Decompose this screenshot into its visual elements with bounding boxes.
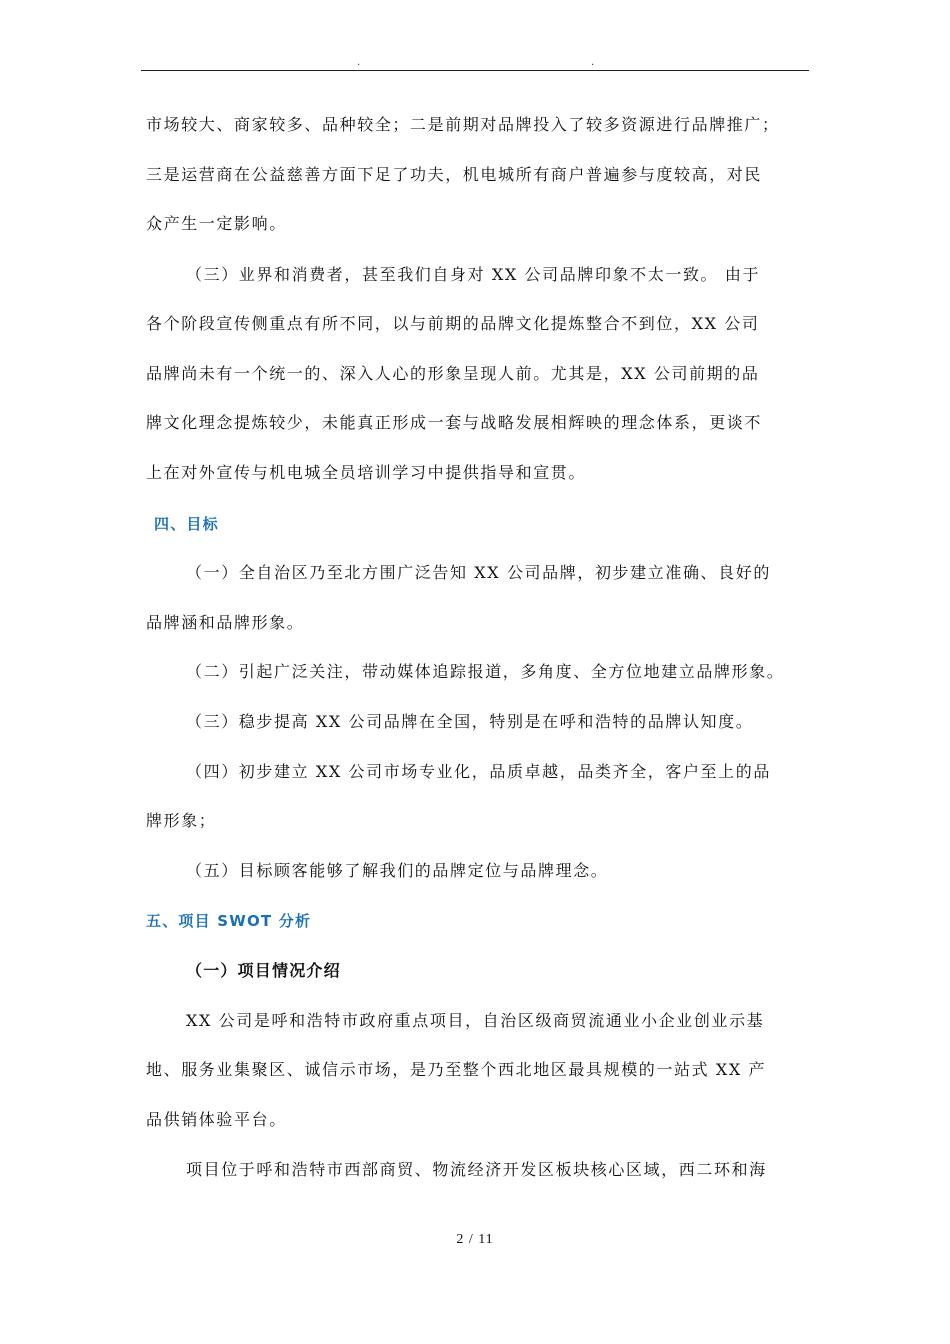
header-dot-right: . — [591, 57, 595, 68]
paragraph-line: 项目位于呼和浩特市西部商贸、物流经济开发区板块核心区域，西二环和海 — [186, 1160, 767, 1179]
paragraph-line: 众产生一定影响。 — [146, 214, 287, 233]
paragraph-line: 各个阶段宣传侧重点有所不同，以与前期的品牌文化提炼整合不到位，XX 公司 — [146, 314, 760, 333]
paragraph-line: （一）全自治区乃至北方围广泛告知 XX 公司品牌，初步建立准确、良好的 — [186, 563, 771, 582]
paragraph-line: 牌形象； — [146, 811, 217, 830]
paragraph-line: （三）稳步提高 XX 公司品牌在全国，特别是在呼和浩特的品牌认知度。 — [186, 712, 754, 731]
section-heading: 四、目标 — [154, 515, 219, 533]
header-dot-left: . — [357, 57, 361, 68]
paragraph-line: 地、服务业集聚区、诚信示市场，是乃至整个西北地区最具规模的一站式 XX 产 — [146, 1060, 767, 1079]
paragraph-line: XX 公司是呼和浩特市政府重点项目，自治区级商贸流通业小企业创业示基 — [186, 1011, 765, 1030]
paragraph-line: （二）引起广泛关注，带动媒体追踪报道，多角度、全方位地建立品牌形象。 — [186, 662, 785, 681]
paragraph-line: （四）初步建立 XX 公司市场专业化，品质卓越，品类齐全，客户至上的品 — [186, 762, 771, 781]
paragraph-line: 上在对外宣传与机电城全员培训学习中提供指导和宣贯。 — [146, 463, 587, 482]
section-heading: 五、项目 SWOT 分析 — [146, 912, 312, 930]
paragraph-line: （三）业界和消费者，甚至我们自身对 XX 公司品牌印象不太一致。 由于 — [186, 265, 761, 284]
paragraph-line: 市场较大、商家较多、品种较全；二是前期对品牌投入了较多资源进行品牌推广； — [146, 115, 780, 134]
paragraph-line: 三是运营商在公益慈善方面下足了功夫，机电城所有商户普遍参与度较高，对民 — [146, 165, 763, 184]
paragraph-line: 品牌涵和品牌形象。 — [146, 613, 305, 632]
subsection-heading: （一）项目情况介绍 — [186, 961, 341, 980]
paragraph-line: 品供销体验平台。 — [146, 1110, 287, 1129]
paragraph-line: 牌文化理念提炼较少，未能真正形成一套与战略发展相辉映的理念体系，更谈不 — [146, 413, 763, 432]
paragraph-line: 品牌尚未有一个统一的、深入人心的形象呈现人前。尤其是，XX 公司前期的品 — [146, 364, 760, 383]
paragraph-line: （五）目标顾客能够了解我们的品牌定位与品牌理念。 — [186, 861, 609, 880]
page-number: 2 / 11 — [456, 1232, 494, 1247]
header-rule — [141, 70, 809, 71]
